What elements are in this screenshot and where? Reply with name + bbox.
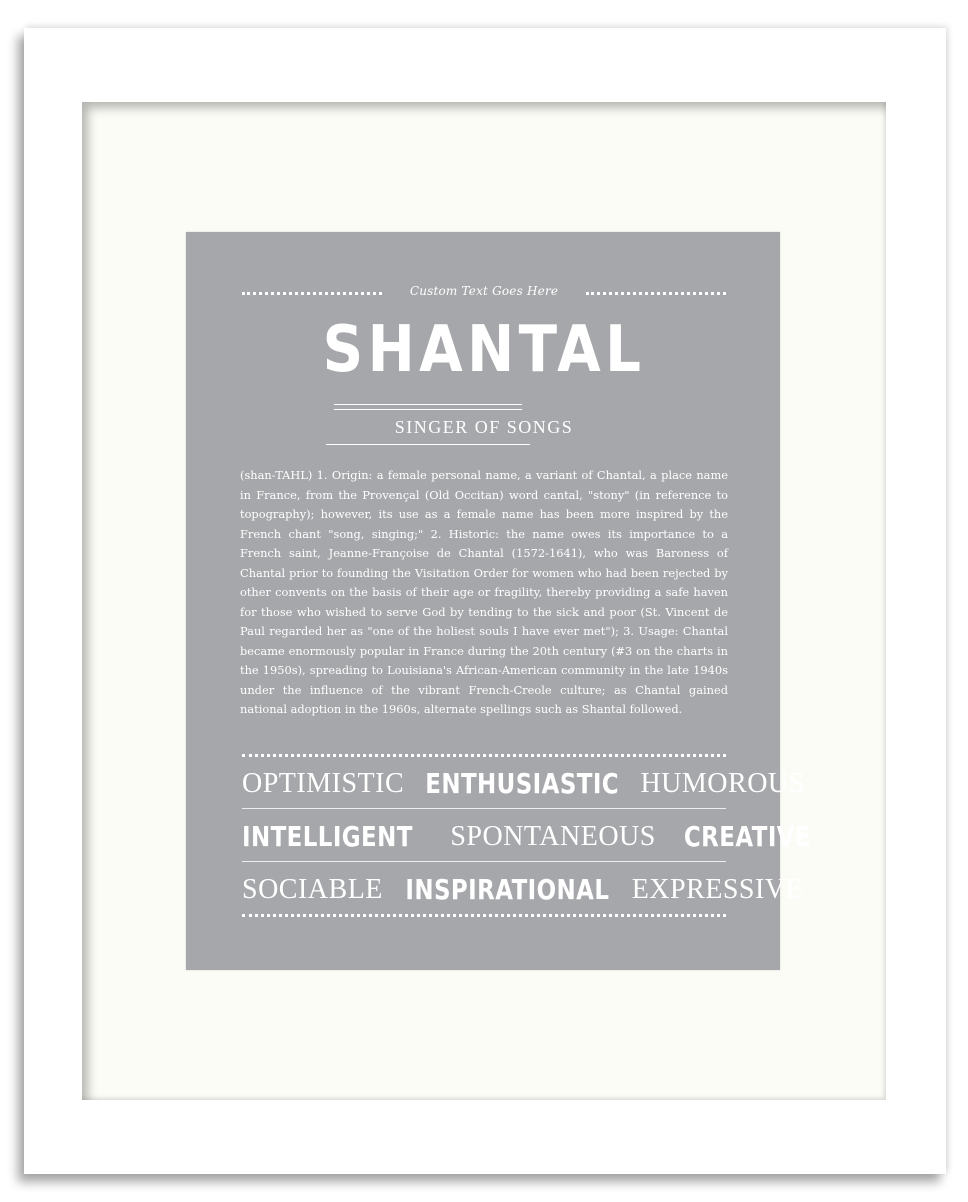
name-meaning: SINGER OF SONGS [394, 417, 574, 437]
trait-word: HUMOROUS [640, 768, 805, 799]
dotted-divider-left [242, 292, 382, 295]
trait-word: OPTIMISTIC [242, 768, 405, 799]
custom-text: Custom Text Goes Here [409, 284, 559, 298]
dotted-divider-top [242, 754, 726, 757]
trait-word: INSPIRATIONAL [405, 873, 610, 906]
trait-word: SPONTANEOUS [450, 821, 656, 852]
trait-word: INTELLIGENT [242, 820, 413, 853]
name-title: SHANTAL [322, 313, 646, 387]
trait-word: EXPRESSIVE [631, 874, 804, 905]
mat-board [82, 102, 886, 1100]
name-print [186, 232, 811, 970]
trait-word: CREATIVE [683, 820, 811, 853]
trait-row-1 [242, 762, 805, 806]
trait-separator [242, 861, 726, 862]
picture-frame [24, 28, 946, 1174]
name-definition: (shan-TAHL) 1. Origin: a female personal name, a variant of Chantal, a place name in France, from the Provençal (Old Occitan) word cantal, "stony" (in reference to topography); however, its use as a female name has been more inspired by the French chant "song, singing;" 2. Historic: the name owes its importance to a French saint, Jeanne-Françoise de Chantal (1572-1641), who was Baroness of Chantal prior to founding the Visitation Order for women who had been rejected by other convents on the basis of their age or fragility, thereby providing a safe haven for those who wished to serve God by tending to the sick and poor (St. Vincent de Paul regarded her as "one of the holiest souls I have ever met"); 3. Usage: Chantal became enormously popular in France during the 20th century (#3 on the charts in the 1950s), spreading to Louisiana's African-American community in the late 1940s under the influence of the vibrant French-Creole culture; as Chantal gained national adoption in the 1960s, alternate spellings such as Shantal followed. [240, 468, 728, 716]
title-rule-bottom [334, 409, 522, 410]
trait-word: ENTHUSIASTIC [425, 767, 620, 800]
trait-separator [242, 808, 726, 809]
meaning-rule [326, 444, 530, 445]
dotted-divider-right [586, 292, 726, 295]
trait-row-2 [242, 815, 811, 859]
title-rule-top [334, 404, 522, 405]
trait-word: SOCIABLE [242, 874, 383, 905]
trait-row-3 [242, 868, 804, 912]
dotted-divider-bottom [242, 914, 726, 917]
custom-text-row [242, 276, 726, 306]
